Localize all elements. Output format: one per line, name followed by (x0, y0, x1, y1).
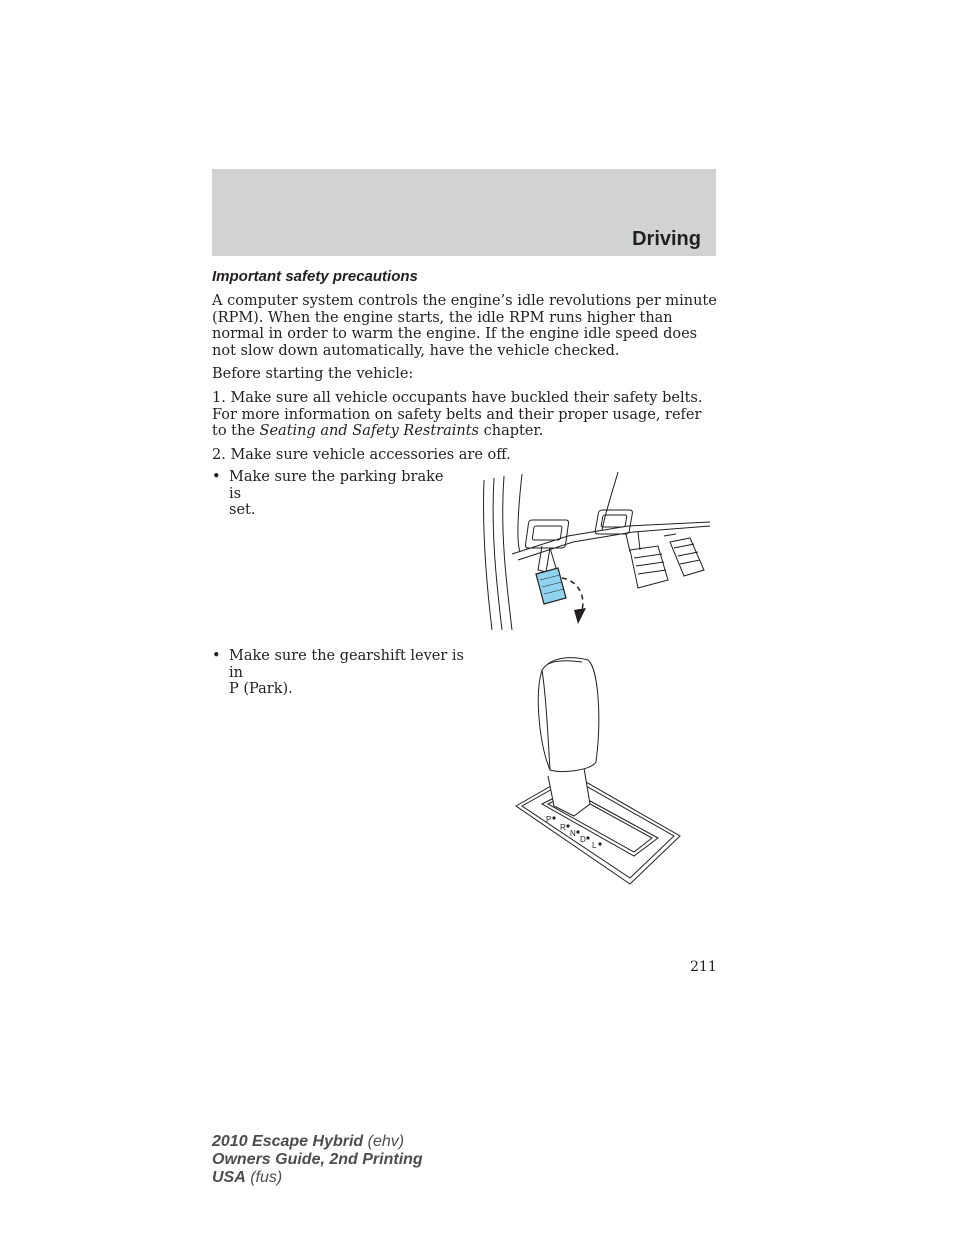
footer-market: USA (212, 1169, 246, 1186)
gear-label-p: P (546, 815, 552, 824)
gearshift-illustration (512, 656, 684, 888)
gear-label-r: R (560, 823, 566, 832)
footer (212, 1133, 423, 1187)
paragraph-safety-belts (212, 390, 718, 440)
gear-label-d: D (580, 835, 586, 844)
parking-brake-illustration (478, 470, 718, 632)
paragraph-idle-rpm: A computer system controls the engine’s idle revolutions per minute (RPM). When the engine starts, the idle RPM runs higher than normal in order to warm the engine. If the engine idle speed does not slow down automatically, have the vehicle checked. (212, 293, 717, 359)
bullet-text-line: Make sure the parking brake is (229, 469, 444, 502)
footer-market-code: (fus) (245, 1169, 283, 1186)
footer-edition: Owners Guide, 2nd Printing (212, 1151, 423, 1168)
section-heading: Important safety precautions (212, 268, 418, 285)
footer-model: 2010 Escape Hybrid (212, 1133, 364, 1150)
bullet-dot: • (212, 469, 221, 485)
gear-label-n: N (570, 829, 576, 838)
bullet-text-line: set. (229, 502, 256, 519)
paragraph-accessories: 2. Make sure vehicle accessories are off. (212, 447, 511, 463)
paragraph-before-starting: Before starting the vehicle: (212, 366, 414, 382)
bullet-text-line: P (Park). (229, 681, 293, 698)
gear-label-l: L (592, 841, 597, 850)
chapter-title: Driving (632, 228, 701, 250)
bullet-dot: • (212, 648, 221, 664)
safety-belts-tail: chapter. (479, 423, 544, 440)
footer-model-code: (ehv) (363, 1133, 405, 1150)
page-number: 211 (690, 959, 717, 975)
header-band (212, 169, 716, 256)
chapter-reference: Seating and Safety Restraints (259, 423, 479, 440)
bullet-text-line: Make sure the gearshift lever is in (229, 648, 464, 681)
safety-belts-text: 1. Make sure all vehicle occupants have buckled their safety belts. For more information on safety belts and their proper usage, refer to the (212, 390, 703, 440)
